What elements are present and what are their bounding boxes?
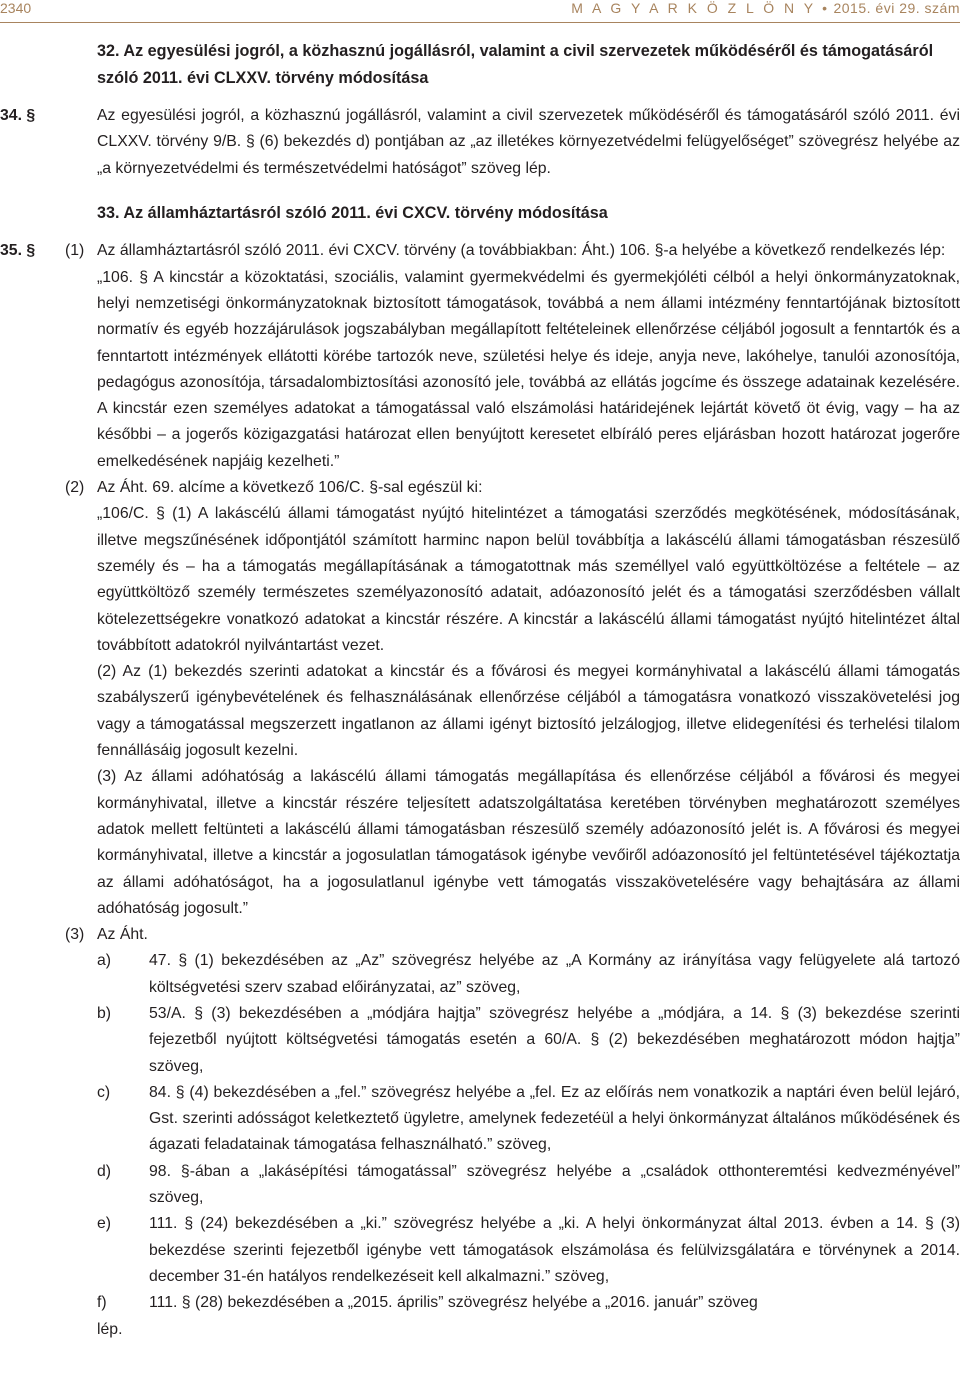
section-34 <box>0 103 960 182</box>
item-letter: d) <box>97 1162 112 1180</box>
page-number: 2340 <box>0 0 32 16</box>
paragraph-3 <box>0 922 960 948</box>
list-item <box>0 1159 960 1212</box>
amendment-list <box>0 948 960 1316</box>
list-item <box>0 1080 960 1159</box>
paragraph-intro: Az Áht. <box>97 926 148 944</box>
quoted-provision: „106/C. § (1) A lakáscélú állami támogatást nyújtó hitelintézet a támogatási szerződés megkötésének, módosításának, illetve megszűnésének időpontjától számított harminc napon belül továbbítja a lakáscélú állami támogatásban részesülő személy és – ha a támogatás megállapításának a támogatottnak más személlyel való együttköltözése a feltétele – az együttköltöző személy természetes személyazonosító adatait, adóazonosító jelét és a támogatási szerződésben vállalt kötelezettségekre vonatkozó adatokat a kincstár részére. A kincstár a lakáscélú állami támogatást nyújtó hitelintézet által továbbított adatokról nyilvántartást vezet. <box>97 505 960 654</box>
item-letter: c) <box>97 1083 111 1101</box>
quoted-provision: (3) Az állami adóhatóság a lakáscélú állami támogatás megállapítása és ellenőrzése céljából a fővárosi és megyei kormányhivatal, illetve a kincstár részére teljesített adatszolgáltatása keretében törvényben meghatározott személyes adatok mellett feltünteti a lakáscélú állami támogatásban részesülő személy adóazonosító jelét is. A fővárosi és megyei kormányhivatal, illetve a kincstár a jogosulatlan támogatások igénybe vevőiről adóazonosító jel feltüntetésével tájékoztatja az állami adóhatóságot, ha a jogosulatlanul igénybe vett támogatás visszakövetelésére vagy behajtására az állami adóhatóság jogosult.” <box>97 768 960 917</box>
running-head <box>571 0 960 16</box>
quoted-provision: „106. § A kincstár a közoktatási, szociális, valamint gyermekvédelmi és gyermekjóléti célból a helyi önkormányzatoknak, helyi nemzetiségi önkormányzatoknak biztosított támogatások, továbbá a nem állami intézmény fenntartójának biztosított normatív és egyéb hozzájárulások jogszabályban megállapított feltételeinek ellenőrzése céljából jogosult a fenntartók és a fenntartott intézmények ellátotti körébe tartozók neve, születési helye és ideje, anyja neve, lakóhelye, tanulói azonosítója, pedagógus azonosítója, társadalombiztosítási azonosító jele, továbbá az ellátás jogcíme és összege adatainak kezelésére. A kincstár ezen személyes adatokat a támogatással való elszámolási határidejének lejártát követő öt évig, vagy – ha az későbbi – a jogerős közigazgatási határozat ellen benyújtott keresetet elbíráló peres eljárásban hozott határozat jogerőre emelkedésének napjáig kezelheti.” <box>97 268 960 470</box>
section-35 <box>0 238 960 1342</box>
header-rule <box>0 22 960 23</box>
item-text: 53/A. § (3) bekezdésében a „módjára hajtja” szövegrész helyébe a „módjára, a 14. § (3) bekezdése szerinti fejezetből nyújtott költségvetési támogatás esetén a 60/A. § (2) bekezdésében meghatározott módon hajtja” szöveg, <box>149 1005 960 1075</box>
quoted-provision: (2) Az (1) bekezdés szerinti adatokat a kincstár és a fővárosi és megyei kormányhivatal a lakáscélú állami támogatás szabályszerű igénybevételének és felhasználásának ellenőrzése céljából a támogatásra vonatkozó visszakövetelési jog vagy a támogatással megszerzett ingatlanon az állami igényt biztosító jelzálogjog, illetve elidegenítési és terhelési tilalom fennállásáig jogosult kezelni. <box>97 663 960 760</box>
heading-32: 32. Az egyesülési jogról, a közhasznú jogállásról, valamint a civil szervezetek működéséről és támogatásáról szóló 2011. évi CLXXV. törvény módosítása <box>97 42 934 87</box>
document-body <box>0 38 960 1343</box>
item-text: 84. § (4) bekezdésében a „fel.” szövegrész helyébe a „fel. Ez az előírás nem vonatkozik a naptári éven belül lejáró, Gst. szerinti adósságot keletkeztető ügyletre, amelynek fedezetéül a helyi önkormányzat általános működésének és ágazati feladatainak támogatása felhasználható.” szöveg, <box>149 1083 960 1154</box>
journal-name: M A G Y A R K Ö Z L Ö N Y <box>571 0 817 16</box>
paragraph-intro: Az Áht. 69. alcíme a következő 106/C. §-sal egészül ki: <box>97 479 483 497</box>
paragraph-intro: Az államháztartásról szóló 2011. évi CXCV. törvény (a továbbiakban: Áht.) 106. §-a helyébe a következő rendelkezés lép: <box>97 242 946 260</box>
list-item <box>0 1001 960 1080</box>
page-header <box>0 0 960 22</box>
item-letter: e) <box>97 1215 112 1233</box>
paragraph-number: (2) <box>65 479 85 497</box>
paragraph-number: (1) <box>65 242 85 260</box>
item-letter: b) <box>97 1005 112 1022</box>
item-text: 47. § (1) bekezdésében az „Az” szövegrész helyébe az „A Kormány az irányítása vagy felügyelete alá tartozó költségvetési szerv szabad előirányzatai, az” szöveg, <box>149 952 960 996</box>
item-text: 111. § (24) bekezdésében a „ki.” szövegrész helyébe a „ki. A helyi önkormányzat által 2013. évben a 14. § (3) bekezdése szerinti fejezetből igénybe vett támogatások elszámolása és felülvizsgálatára e törvénynek a 2014. december 31-én hatályos rendelkezéseit kell alkalmazni.” szöveg, <box>149 1215 960 1285</box>
section-number: 35. § <box>0 242 36 260</box>
item-letter: f) <box>97 1294 107 1312</box>
list-item <box>0 1211 960 1290</box>
issue-label: 2015. évi 29. szám <box>833 0 960 16</box>
heading-33: 33. Az államháztartásról szóló 2011. évi CXCV. törvény módosítása <box>97 203 608 222</box>
separator-dot: • <box>822 0 828 16</box>
section-text: Az egyesülési jogról, a közhasznú jogállásról, valamint a civil szervezetek működéséről és támogatásáról szóló 2011. évi CLXXV. törvény 9/B. § (6) bekezdés d) pontjában az „az illetékes környezetvédelmi felügyelőséget” szövegrész helyébe az „a környezetvédelmi és természetvédelmi hatóságot” szöveg lép. <box>97 107 960 177</box>
paragraph-2 <box>0 475 960 922</box>
list-item <box>0 1290 960 1316</box>
item-letter: a) <box>97 952 112 970</box>
item-text: 111. § (28) bekezdésében a „2015. április” szövegrész helyébe a „2016. január” szöveg <box>149 1294 758 1312</box>
item-text: 98. §-ában a „lakásépítési támogatással” szövegrész helyébe a „családok otthonteremtési kedvezményével” szöveg, <box>149 1162 960 1207</box>
paragraph-number: (3) <box>65 926 85 944</box>
paragraph-1 <box>0 238 960 475</box>
list-item <box>0 948 960 1001</box>
section-number: 34. § <box>0 107 36 124</box>
closing-word: lép. <box>97 1320 123 1338</box>
